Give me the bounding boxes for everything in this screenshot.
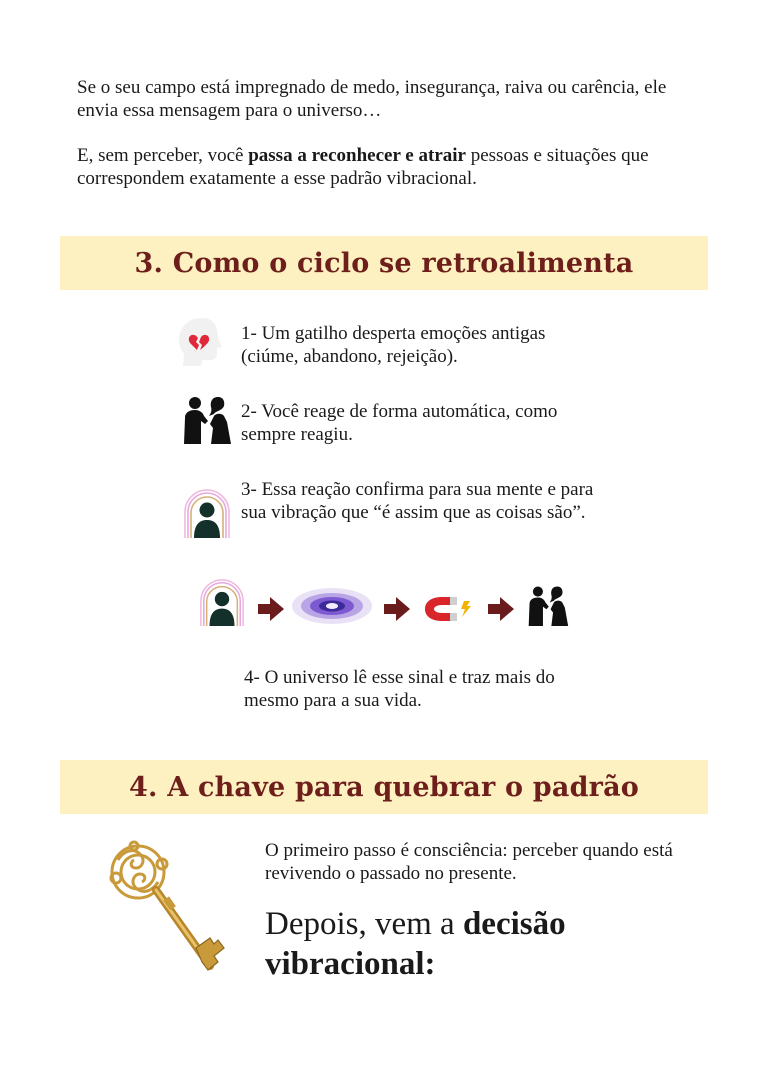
intro-paragraph-2 xyxy=(77,144,697,190)
cycle-item-1: 1- Um gatilho desperta emoções antigas (ciúme, abandono, rejeição). xyxy=(241,323,546,367)
golden-key-icon xyxy=(104,838,228,984)
arguing-couple-icon xyxy=(181,394,233,444)
broken-heart-head-icon xyxy=(173,314,229,374)
section-3-banner xyxy=(60,236,708,290)
intro-paragraph-1: Se o seu campo está impregnado de medo, insegurança, raiva ou carência, ele envia essa mensagem para o universo… xyxy=(77,77,667,121)
intro-p2-after: pessoas e situações que correspondem exatamente a esse padrão vibracional. xyxy=(77,145,649,189)
vibrating-person-icon xyxy=(182,486,232,538)
intro-p2-before: E, sem perceber, você xyxy=(77,145,249,166)
arrow-right-icon xyxy=(486,596,516,622)
section-4-paragraph: O primeiro passo é consciência: perceber quando está revivendo o passado no presente. xyxy=(265,840,673,884)
arrow-right-icon xyxy=(382,596,412,622)
section-4-title: 4. A chave para quebrar o padrão xyxy=(129,772,639,803)
section-4-banner xyxy=(60,760,708,814)
cycle-item-2: 2- Você reage de forma automática, como sempre reagiu. xyxy=(241,401,558,445)
section-4-big-text xyxy=(265,904,685,984)
intro-p2-bold: passa a reconhecer e atrair xyxy=(248,145,466,166)
big-text-bold-1: decisão xyxy=(462,906,566,942)
vibrating-person-icon xyxy=(198,576,246,626)
magnet-icon xyxy=(420,592,476,624)
cycle-item-4: 4- O universo lê esse sinal e traz mais do mesmo para a sua vida. xyxy=(244,667,555,711)
galaxy-icon xyxy=(290,584,374,628)
big-text-before: Depois, vem a xyxy=(265,906,463,942)
section-3-title: 3. Como o ciclo se retroalimenta xyxy=(134,248,634,279)
big-text-bold-2: vibracional: xyxy=(265,946,436,982)
arguing-couple-icon xyxy=(526,584,570,626)
arrow-right-icon xyxy=(256,596,286,622)
cycle-item-3: 3- Essa reação confirma para sua mente e para sua vibração que “é assim que as coisas são”. xyxy=(241,479,594,523)
